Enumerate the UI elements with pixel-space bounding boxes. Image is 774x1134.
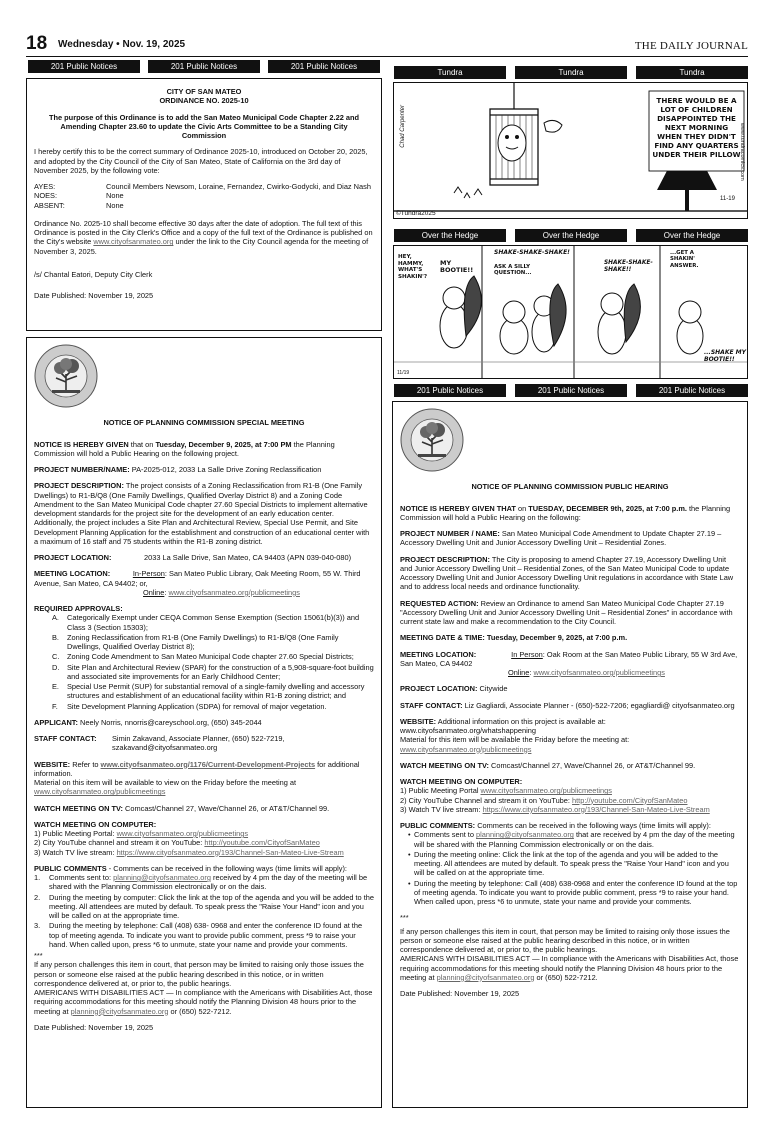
ordinance-certify: I hereby certify this to be the correct summary of Ordinance 2025-10, introduced on October 20, 2025, and adopted by the City Council of the City of San Mateo, State of California on the 3rd day of November 2025, by the following vote: — [34, 147, 368, 175]
tundra-tabs — [394, 66, 748, 79]
watch-tv: WATCH MEETING ON TV: Comcast/Channel 27, Wave/Channel 26, or AT&T/Channel 99. — [400, 760, 696, 770]
projects-link[interactable]: www.cityofsanmateo.org/1176/Current-Development-Projects — [100, 759, 316, 769]
comic-tab: Over the Hedge — [394, 229, 506, 242]
watch-computer: WATCH MEETING ON COMPUTER: 1) Public Meeting Portal: www.cityofsanmateo.org/publicmeetings 2) City YouTube channel and stream it on YouTube: http://youtube.com/CityofSanMateo 3) Watch TV live stream: https://www.cityofsanmateo.org/193/Channel-San-Mateo-Live-Stream — [34, 819, 344, 857]
ordinance-signature: /s/ Chantal Eatori, Deputy City Clerk — [34, 269, 153, 279]
tundra-copyright: ©Tundra2025 — [396, 210, 436, 217]
public-hearing-title: NOTICE OF PLANNING COMMISSION PUBLIC HEARING — [471, 482, 669, 492]
watch-computer: WATCH MEETING ON COMPUTER: 1) Public Meeting Portal www.cityofsanmateo.org/publicmeetings 2) City YouTube Channel and stream it on YouTube: http://youtube.com/CityofSanMateo 3) Watch TV live stream: https://www.cityofsanmateo.org/193/Channel-San-Mateo-Live-Stream — [400, 777, 710, 814]
comic-tab: Tundra — [636, 66, 748, 79]
ordinance-city: CITY OF SAN MATEO — [166, 87, 242, 96]
hedge-balloon-2: MY BOOTIE!! — [440, 259, 474, 275]
portal-link[interactable]: www.cityofsanmateo.org/publicmeetings — [116, 829, 249, 838]
email-link[interactable]: planning@cityofsanmateo.org — [436, 972, 535, 982]
special-meeting-notice — [26, 337, 382, 1108]
tundra-signature: Chad Carpenter — [400, 105, 406, 148]
youtube-link[interactable]: http://youtube.com/CityofSanMateo — [572, 795, 688, 805]
meeting-date: MEETING DATE & TIME: Tuesday, December 9, 2025, at 7:00 p.m. — [400, 633, 628, 643]
section-tab: 201 Public Notices — [28, 60, 140, 73]
staff-contact: STAFF CONTACT: Liz Gagliardi, Associate Planner - (650)-522-7206; egagliardi@ cityofsanmateo.org — [400, 700, 735, 710]
meeting-location: MEETING LOCATION: In-Person: San Mateo Public Library, Oak Meeting Room, 55 W. Third Avenue, San Mateo, CA 94402; or, Online: www.cityofsanmateo.org/publicmeetings — [34, 569, 361, 597]
hedge-comic — [393, 245, 748, 379]
paper-name: THE DAILY JOURNAL — [634, 40, 748, 52]
livestream-link[interactable]: https://www.cityofsanmateo.org/193/Channel-San-Mateo-Live-Stream — [482, 804, 710, 814]
website-info: WEBSITE: Additional information on this project is available at: www.cityofsanmateo.org/whatshappening Material for this item will be available the Friday before the meeting at: www.cityofsanmateo.org/publicmeetings — [400, 716, 630, 754]
meeting-location: MEETING LOCATION: In Person: Oak Room at the San Mateo Public Library, 55 W 3rd Ave, San Mateo, CA 94402 Online: www.cityofsanmateo.org/publicmeetings — [400, 649, 738, 677]
section-tab: 201 Public Notices — [636, 384, 748, 397]
ada-notice: AMERICANS WITH DISABILITIES ACT — In compliance with the Americans with Disabilities Act, those requiring accommodations for this meeting should notify the Planning Division 48 hours prior to the meeting at planning@cityofsanmateo.org or (650) 522-7212. — [34, 988, 373, 1016]
hedge-balloon-1: HEY, HAMMY, WHAT'S SHAKIN'? — [398, 254, 428, 281]
section-tab: 201 Public Notices — [148, 60, 260, 73]
project-location: PROJECT LOCATION: 2033 La Salle Drive, San Mateo, CA 94403 (APN 039-040-080) — [34, 553, 352, 562]
section-tab: 201 Public Notices — [268, 60, 380, 73]
tundra-date: 11-19 — [720, 196, 735, 202]
meetings-link[interactable]: www.cityofsanmateo.org/publicmeetings — [34, 787, 166, 797]
header-rule — [26, 56, 748, 57]
issue-date: Wednesday • Nov. 19, 2025 — [58, 39, 186, 50]
website-link[interactable]: www.cityofsanmateo.org — [93, 237, 174, 247]
public-hearing-published: Date Published: November 19, 2025 — [400, 989, 520, 998]
approval-item: C. Zoning Code Amendment to San Mateo Municipal Code chapter 27.60 Special Districts; — [52, 652, 354, 662]
project-description: PROJECT DESCRIPTION: The City is proposing to amend Chapter 27.19, Accessory Dwelling Unit and Junior Accessory Dwelling Unit – Residential Zones, of the San Mateo Municipal Code to update Accessory Dwelling Unit and Junior Accessory Dwelling Unit regulations in accordance with State Law and to address local needs and ordinance functionality. — [400, 554, 734, 592]
approval-item: D. Site Plan and Architectural Review (SPAR) for the construction of a 5,908-square-foot building and associated site improvements for an Early Childhood Center; — [52, 662, 374, 681]
hedge-balloon-7: ...SHAKE MY BOOTIE!! — [704, 349, 746, 363]
approval-item: B. Zoning Reclassification from R1-B (One Family Dwellings) to R1-B/Q8 (One Family Dwellings, Qualified Overlay District 8); — [52, 632, 339, 651]
comic-tab: Tundra — [515, 66, 627, 79]
court-notice: If any person challenges this item in court, that person may be limited to raising only those issues the person or someone else raised at the public hearing described in this notice, or in written correspondence delivered at, or prior to, the public hearings. — [34, 960, 364, 988]
email-link[interactable]: planning@cityofsanmateo.org — [70, 1006, 169, 1016]
requested-action: REQUESTED ACTION: Review an Ordinance to amend San Mateo Municipal Code Chapter 27.19 "Accessory Dwelling Unit and Junior Accessory Dwelling Unit – Residential Zones" in accordance with current state law and make a recommendation to the City Council. — [400, 598, 733, 626]
tundra-comic — [393, 82, 748, 219]
public-hearing-notice — [392, 401, 748, 1108]
city-seal-icon — [34, 344, 98, 408]
project-number: PROJECT NUMBER / NAME: San Mateo Municipal Code Amendment to Update Chapter 27.19 – Accessory Dwelling Unit and Junior Accessory Dwelling Unit – Residential Zones. — [400, 529, 722, 548]
vote-absent: ABSENT: None — [34, 200, 124, 210]
tundra-caption: THERE WOULD BE A LOT OF CHILDREN DISAPPOINTED THE NEXT MORNING WHEN THEY DIDN'T FIND ANY QUARTERS UNDER THEIR PILLOW — [652, 96, 741, 159]
notice-given: NOTICE IS HEREBY GIVEN THAT on TUESDAY, DECEMBER 9th, 2025, at 7:00 p.m. the Planning Commission will hold a Public Hearing on the following: — [400, 503, 731, 522]
tundra-url: www.tundracomics.com — [738, 123, 745, 181]
ordinance-number: ORDINANCE NO. 2025-10 — [159, 96, 249, 106]
watch-tv: WATCH MEETING ON TV: Comcast/Channel 27, Wave/Channel 26, or AT&T/Channel 99. — [34, 803, 330, 813]
comic-tab: Over the Hedge — [515, 229, 627, 242]
notice-given: NOTICE IS HEREBY GIVEN that on Tuesday, December 9, 2025, at 7:00 PM the Planning Commission will hold a Public Hearing on the following project. — [34, 439, 335, 458]
court-notice: If any person challenges this item in court, that person may be limited to raising only those issues the person or someone else raised at the public hearing described in this notice, or in written correspondence delivered at, or prior to, the public hearings. — [400, 926, 730, 954]
applicant: APPLICANT: Neely Norris, nnorris@careyschool.org, (650) 345-2044 — [34, 717, 262, 727]
vote-noes: NOES: None — [34, 191, 124, 201]
hedge-balloon-4: ASK A SILLY QUESTION... — [494, 264, 532, 277]
ordinance-effective: Ordinance No. 2025-10 shall become effective 30 days after the date of adoption. The full text of this Ordinance is posted in the City Clerk's Office and a copy of the full text of the Ordinance is published on the City's website www.cityofsanmateo.org under the link to the City Council agenda for the meeting of November 3, 2025. — [34, 218, 373, 256]
right-section-tabs — [394, 384, 748, 397]
project-location: PROJECT LOCATION: Citywide — [400, 684, 508, 694]
website-info: WEBSITE: Refer to www.cityofsanmateo.org/1176/Current-Development-Projects for additional information. Material on this item will be available to view on the Friday before the meeting at www.cityofsanmateo.org/publicmeetings — [34, 759, 360, 797]
email-link[interactable]: planning@cityofsanmateo.org — [476, 830, 574, 840]
city-seal-icon — [400, 408, 464, 472]
project-description: PROJECT DESCRIPTION: The project consists of a Zoning Reclassification from R1-B (One Family Dwellings) to R1-B/Q8 (One Family Dwellings, Qualified Overlay District 8) and a Zoning Code Amendment to the San Mateo Municipal Code chapter 27.60 Special Districts to implement alternative development standards for the project site for the development of an early education center. Additionally, the project includes a Site Plan and Architectural Review, Special Use Permit, and Site Development Planning Application for the establishment and construction of an educational center with a maximum of 16 staff and 75 students within the R1-B zoning district. — [34, 481, 370, 546]
separator-stars: *** — [34, 951, 43, 960]
public-comments: PUBLIC COMMENTS - Comments can be received in the following ways (time limits will apply): 1. Comments sent to: planning@cityofsanmateo.org received by 4 pm the day of the meeting will be shared with the Planning Commission electronically or on the dais. 2. During the meeting by computer: Click the link at the top of the agenda and you will be added to the meeting. All attendees are muted by default. To speak press the "Raise Your Hand" icon and you will be called on at the appropriate time. 3. During the meeting by telephone: Call (408) 638- 0968 and enter the conference ID found at the top of meeting agenda. To indicate you want to provide public comment, press *9 to raise your hand. When called upon, press *6 to unmute, state your name and provide your comments. — [34, 863, 374, 949]
hedge-tabs — [394, 229, 748, 242]
meetings-link[interactable]: www.cityofsanmateo.org/publicmeetings — [533, 668, 665, 677]
special-meeting-title: NOTICE OF PLANNING COMMISSION SPECIAL MEETING — [103, 418, 305, 428]
left-section-tabs — [28, 60, 380, 73]
hedge-balloon-6: ...GET A SHAKIN' ANSWER. — [670, 250, 699, 269]
comic-tab: Over the Hedge — [636, 229, 748, 242]
ordinance-notice — [26, 78, 382, 331]
staff-contact: STAFF CONTACT: Simin Zakavand, Associate Planner, (650) 522-7219, szakavand@cityofsanmateo.org — [34, 734, 285, 753]
approval-item: E. Special Use Permit (SUP) for substantial removal of a single-family dwelling and accessory structures and establishment of an educational facility within R1-B zoning district; and — [52, 682, 365, 701]
livestream-link[interactable]: https://www.cityofsanmateo.org/193/Channel-San-Mateo-Live-Stream — [116, 847, 344, 857]
meetings-link[interactable]: www.cityofsanmateo.org/publicmeetings — [400, 744, 532, 754]
approval-item: F. Site Development Planning Application (SDPA) for removal of major vegetation. — [52, 701, 327, 711]
public-comments: PUBLIC COMMENTS: Comments can be received in the following ways (time limits will apply): • Comments sent to planning@cityofsanmateo.org that are received by 4 pm the day of the meeting will be shared with the Planning Commission electronically or on the dais. • During the meeting online: Click the link at the top of the agenda and you will be added to the meeting. All attendees are muted by default. To speak press the "Raise Your Hand" icon and you will be called on at the appropriate time. • During the meeting by telephone: Call (408) 638-0968 and enter the conference ID found at the top of meeting agenda. To indicate you want to provide public comment, press *9 to raise your hand. When called upon, press *6 to unmute, state your name and provide your comments. — [400, 821, 740, 906]
section-tab: 201 Public Notices — [515, 384, 627, 397]
portal-link[interactable]: www.cityofsanmateo.org/publicmeetings — [480, 786, 612, 796]
vote-ayes: AYES: Council Members Newsom, Loraine, Fernandez, Cwirko-Godycki, and Diaz Nash — [34, 182, 371, 191]
email-link[interactable]: planning@cityofsanmateo.org — [113, 873, 211, 882]
special-meeting-published: Date Published: November 19, 2025 — [34, 1022, 154, 1032]
page-number: 18 — [26, 33, 48, 54]
hedge-date: 11/19 — [397, 370, 410, 376]
comic-tab: Tundra — [394, 66, 506, 79]
required-approvals: REQUIRED APPROVALS: A. Categorically Exempt under CEQA Common Sense Exemption (Section 15061(b)(3)) and Class 3 (Section 15303); B. Zoning Reclassification from R1-B (One Family Dwellings) to R1-B/Q8 (One Family Dwellings, Qualified Overlay District 8); C. Zoning Code Amendment to San Mateo Municipal Code chapter 27.60 Special Districts; D. Site Plan and Architectural Review (SPAR) for the construction of a 5,908-square-foot building and associated site improvements for an Early Childhood Center; E. Special Use Permit (SUP) for substantial removal of a single-family dwelling and accessory structures and establishment of an educational facility within R1-B zoning district; and F. Site Development Planning Application (SDPA) for removal of major vegetation. — [34, 604, 374, 711]
ordinance-published: Date Published: November 19, 2025 — [34, 291, 154, 300]
ordinance-purpose: The purpose of this Ordinance is to add the San Mateo Municipal Code Chapter 2.22 and Amending Chapter 23.60 to update the Civic Arts Committee to be a Standing City Commission — [48, 112, 360, 140]
project-number: PROJECT NUMBER/NAME: PA-2025-012, 2033 La Salle Drive Zoning Reclassification — [34, 465, 322, 474]
ada-notice: AMERICANS WITH DISABILITIES ACT — In compliance with the Americans with Disabilities Act, those requiring accommodations for this meeting should notify the Planning Division 48 hours prior to the meeting at planning@cityofsanmateo.org or (650) 522-7212. — [400, 954, 739, 982]
section-tab: 201 Public Notices — [394, 384, 506, 397]
hedge-balloon-5: SHAKE-SHAKE-SHAKE!! — [604, 260, 653, 273]
hedge-balloon-3: SHAKE-SHAKE-SHAKE! — [494, 249, 570, 256]
approval-item: A. Categorically Exempt under CEQA Common Sense Exemption (Section 15061(b)(3)) and Class 3 (Section 15303); — [52, 613, 360, 632]
meetings-link[interactable]: www.cityofsanmateo.org/publicmeetings — [168, 587, 300, 597]
separator-stars: *** — [400, 913, 409, 923]
youtube-link[interactable]: http://youtube.com/CityofSanMateo — [204, 838, 320, 848]
